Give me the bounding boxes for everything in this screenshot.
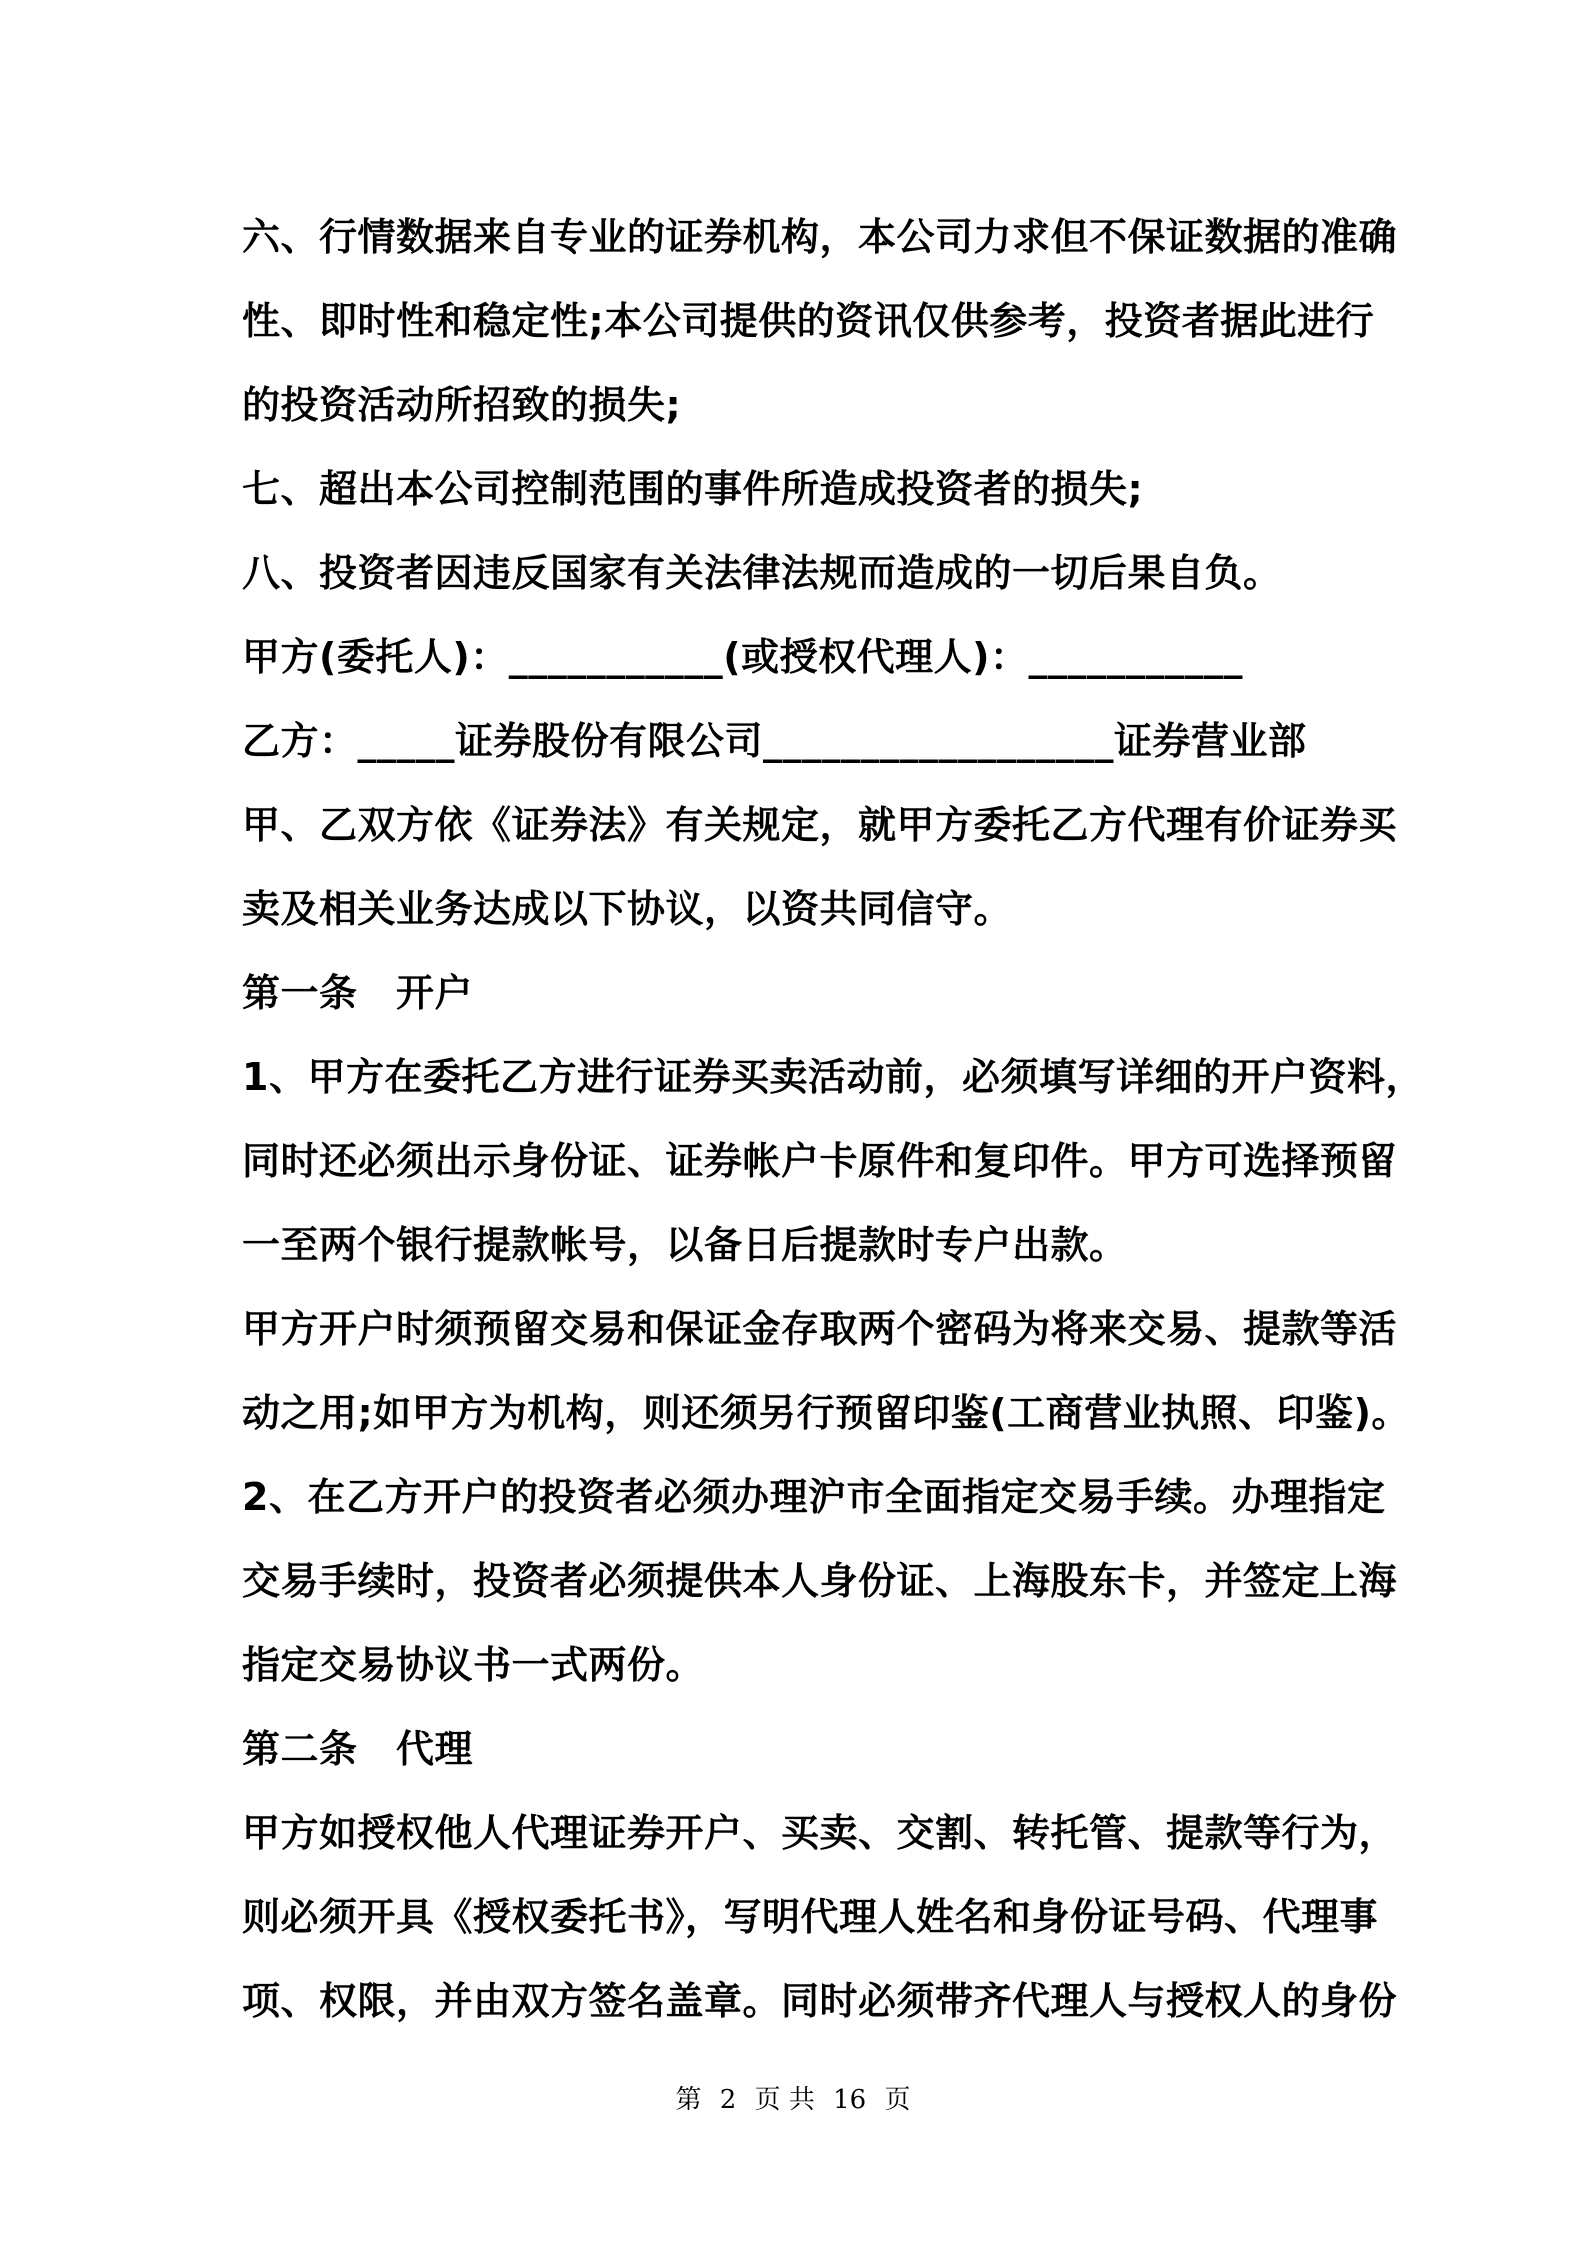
text-line: 甲方如授权他人代理证券开户、买卖、交割、转托管、提款等行为， xyxy=(242,1811,1398,1855)
party-b-line: 乙方：_____证券股份有限公司__________________证券营业部 xyxy=(242,719,1307,763)
text-line: 卖及相关业务达成以下协议，以资共同信守。 xyxy=(242,887,1013,931)
text-line: 动之用;如甲方为机构，则还须另行预留印鉴(工商营业执照、印鉴)。 xyxy=(242,1391,1410,1435)
footer-prefix: 第 xyxy=(675,2085,702,2115)
text-line: 的投资活动所招致的损失; xyxy=(242,383,682,427)
party-a-line: 甲方(委托人)：___________(或授权代理人)：___________ xyxy=(242,635,1243,679)
text-line: 一至两个银行提款帐号，以备日后提款时专户出款。 xyxy=(242,1223,1128,1267)
text-line: 1、甲方在委托乙方进行证券买卖活动前，必须填写详细的开户资料， xyxy=(242,1055,1424,1099)
text-line: 八、投资者因违反国家有关法律法规而造成的一切后果自负。 xyxy=(242,551,1282,595)
text-line: 项、权限，并由双方签名盖章。同时必须带齐代理人与授权人的身份 xyxy=(242,1979,1398,2023)
text-line: 甲方开户时须预留交易和保证金存取两个密码为将来交易、提款等活 xyxy=(242,1307,1398,1351)
document-body xyxy=(242,195,1424,2043)
text-line: 同时还必须出示身份证、证券帐户卡原件和复印件。甲方可选择预留 xyxy=(242,1139,1398,1183)
text-line: 交易手续时，投资者必须提供本人身份证、上海股东卡，并签定上海 xyxy=(242,1559,1398,1603)
page-footer xyxy=(0,2080,1586,2120)
text-line: 性、即时性和稳定性;本公司提供的资讯仅供参考，投资者据此进行 xyxy=(242,299,1375,343)
text-line: 指定交易协议书一式两份。 xyxy=(242,1643,705,1687)
text-line: 2、在乙方开户的投资者必须办理沪市全面指定交易手续。办理指定 xyxy=(242,1475,1386,1519)
text-line: 七、超出本公司控制范围的事件所造成投资者的损失; xyxy=(242,467,1144,511)
text-line: 则必须开具《授权委托书》，写明代理人姓名和身份证号码、代理事 xyxy=(242,1895,1379,1939)
total-pages-number: 16 xyxy=(833,2085,867,2115)
text-line: 六、行情数据来自专业的证券机构，本公司力求但不保证数据的准确 xyxy=(242,215,1398,259)
current-page-number: 2 xyxy=(719,2085,737,2115)
footer-suffix: 页 xyxy=(884,2085,911,2115)
article-heading: 第二条 代理 xyxy=(242,1727,474,1771)
article-heading: 第一条 开户 xyxy=(242,971,474,1015)
footer-middle: 页 共 xyxy=(754,2085,815,2115)
text-line: 甲、乙双方依《证券法》有关规定，就甲方委托乙方代理有价证券买 xyxy=(242,803,1398,847)
